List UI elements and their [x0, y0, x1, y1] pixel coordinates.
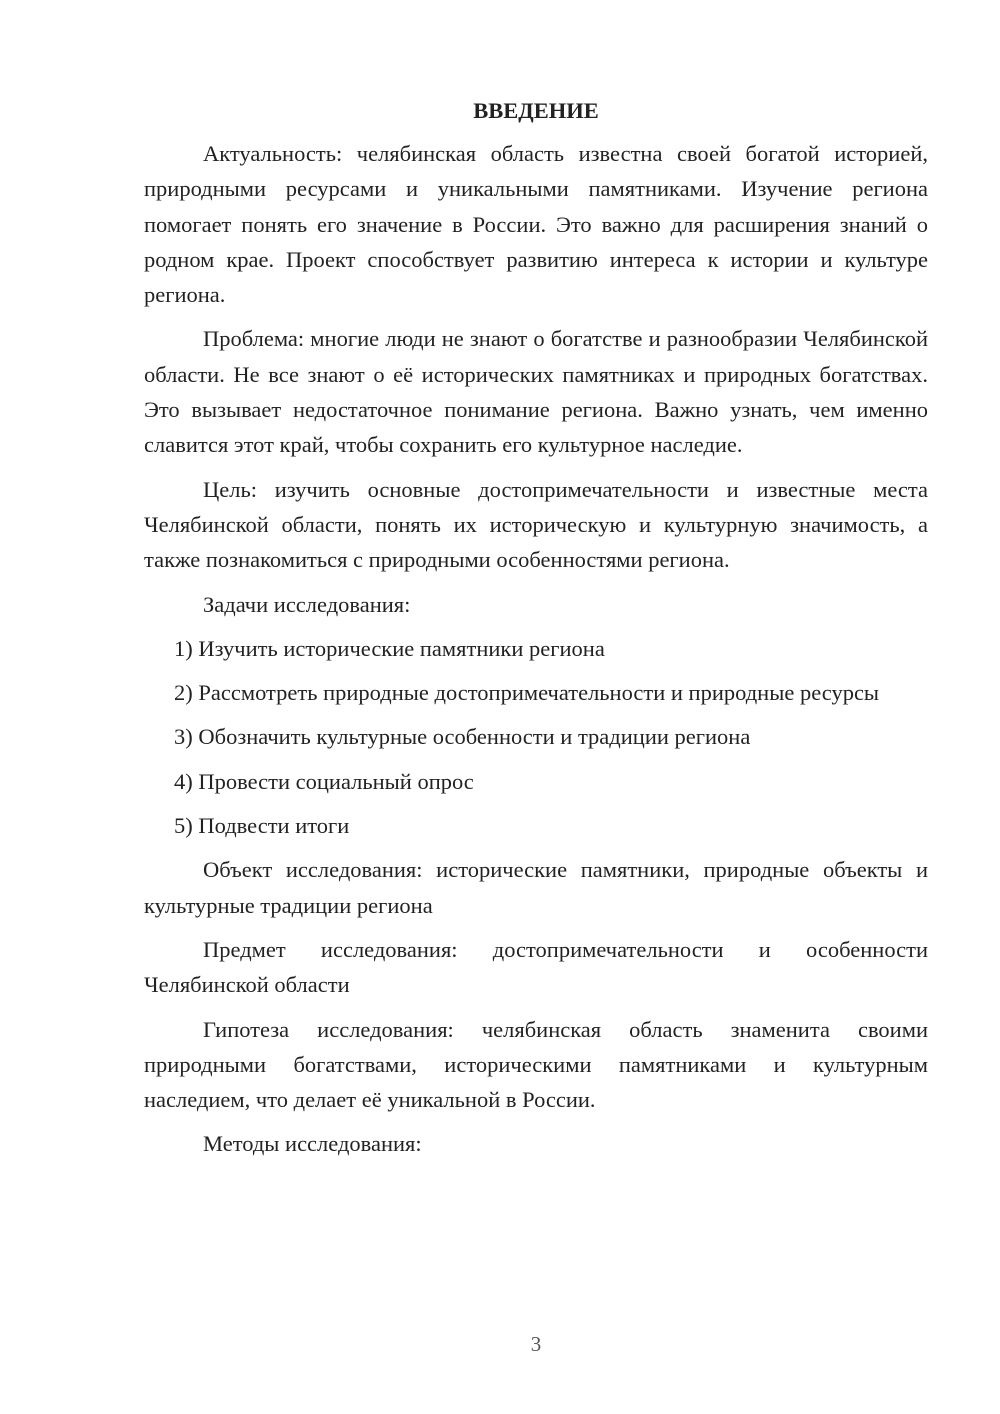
tasks-list: [144, 631, 928, 843]
list-item: 3) Обозначить культурные особенности и традиции региона: [174, 724, 751, 750]
list-item: 1) Изучить исторические памятники региона: [174, 635, 605, 661]
list-item: 5) Подвести итоги: [174, 813, 350, 839]
page-number: 3: [530, 1332, 542, 1356]
problem-paragraph: Проблема: многие люди не знают о богатстве и разнообразии Челябинской области. Не все знают о её исторических памятниках и природных богатствах. Это вызывает недостаточное понимание региона. Важно узнать, чем именно славится этот край, чтобы сохранить его культурное наследие.: [144, 326, 928, 458]
document-page: [144, 96, 928, 1171]
list-item: 2) Рассмотреть природные достопримечательности и природные ресурсы: [174, 680, 880, 706]
goal-paragraph: Цель: изучить основные достопримечательности и известные места Челябинской области, понять их историческую и культурную значимость, а также познакомиться с природными особенностями региона.: [144, 476, 928, 573]
hypothesis-paragraph: Гипотеза исследования: челябинская область знаменита своими природными богатствами, историческими памятниками и культурным наследием, что делает её уникальной в России.: [144, 1016, 928, 1113]
list-item: 4) Провести социальный опрос: [174, 768, 474, 794]
relevance-paragraph: Актуальность: челябинская область известна своей богатой историей, природными ресурсами и уникальными памятниками. Изучение региона помогает понять его значение в России. Это важно для расширения знаний о родном крае. Проект способствует развитию интереса к истории и культуре региона.: [144, 141, 928, 308]
methods-heading: Методы исследования:: [203, 1131, 422, 1157]
tasks-heading: Задачи исследования:: [203, 591, 411, 617]
page-title: ВВЕДЕНИЕ: [473, 98, 599, 123]
subject-paragraph: Предмет исследования: достопримечательности и особенности Челябинской области: [144, 936, 928, 998]
object-paragraph: Объект исследования: исторические памятники, природные объекты и культурные традиции региона: [144, 857, 928, 918]
